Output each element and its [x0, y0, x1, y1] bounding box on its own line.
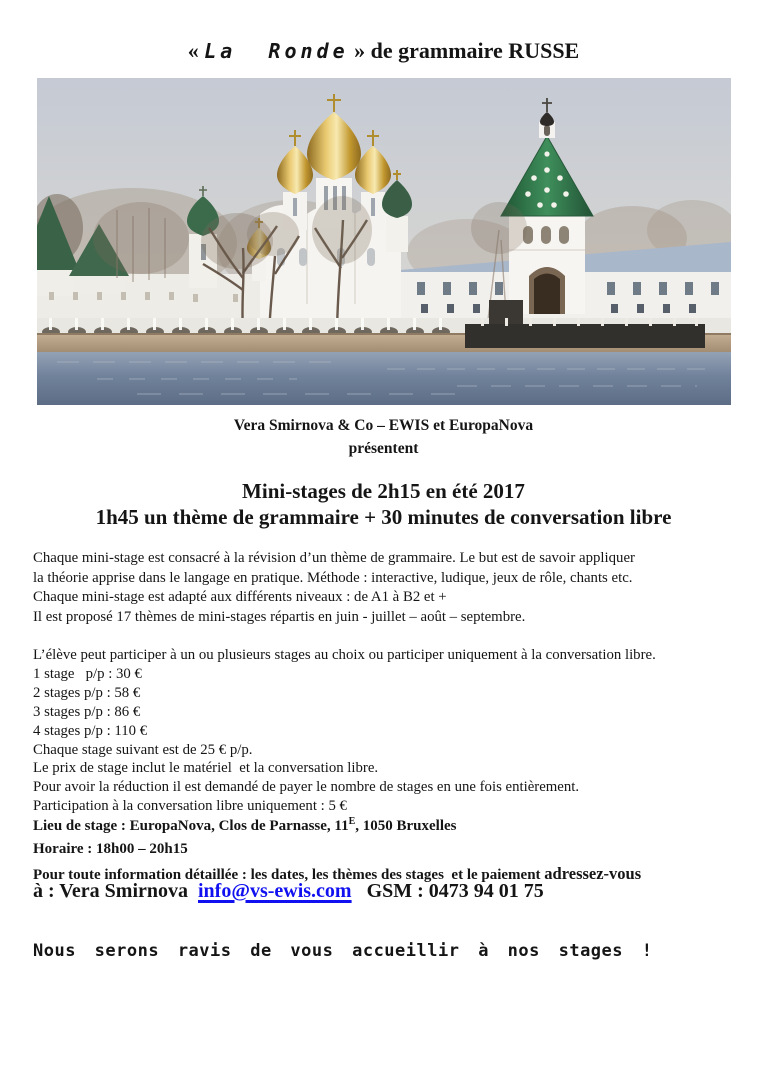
heading-format: 1h45 un thème de grammaire + 30 minutes de conversation libre — [95, 505, 672, 529]
price-note-line: Le prix de stage inclut le matériel et la conversation libre. — [33, 760, 379, 777]
venue-superscript: E — [348, 816, 356, 827]
page-title — [0, 38, 767, 64]
price-line-2-stages: 2 stages p/p : 58 € — [33, 684, 141, 701]
email-link[interactable]: info@vs-ewis.com — [198, 880, 352, 902]
contact-line — [33, 880, 544, 903]
pricing-intro-line: L’élève peut participer à un ou plusieurs stages au choix ou participer uniquement à la conversation libre. — [33, 647, 656, 663]
heading-mini-stages: Mini-stages de 2h15 en été 2017 — [242, 479, 525, 503]
presenter-verb: présentent — [348, 440, 419, 457]
info-text: Pour toute information détaillée : les dates, les thèmes des stages et le paiement — [33, 867, 545, 883]
intro-line: Chaque mini-stage est consacré à la révision d’un thème de grammaire. Le but est de savoir appliquer — [33, 550, 635, 566]
guillemet-open: « — [187, 38, 205, 63]
schedule-line: Horaire : 18h00 – 20h15 — [33, 841, 188, 857]
intro-paragraph — [33, 549, 745, 627]
photo-water — [37, 352, 731, 405]
intro-line: Il est proposé 17 thèmes de mini-stages répartis en juin - juillet – août – septembre. — [33, 608, 526, 625]
presenter-line: Vera Smirnova & Co – EWIS et EuropaNova — [233, 417, 534, 434]
intro-line: la théorie apprise dans le langage en pratique. Méthode : interactive, ludique, jeux de rôle, chants etc. — [33, 569, 633, 586]
venue-text: Lieu de stage : EuropaNova, Clos de Parnasse, 11 — [33, 818, 349, 834]
price-line-4-stages: 4 stages p/p : 110 € — [33, 722, 148, 739]
monastery-photo — [37, 78, 731, 405]
title-rest: de grammaire RUSSE — [370, 38, 580, 63]
price-line-3-stages: 3 stages p/p : 86 € — [33, 703, 141, 720]
price-note-line: Participation à la conversation libre uniquement : 5 € — [33, 798, 347, 815]
slogan-line: Nous serons ravis de vous accueillir à nos stages ! — [33, 941, 653, 961]
pricing-paragraph — [33, 646, 745, 816]
contact-name: à : Vera Smirnova — [33, 880, 198, 902]
venue-text-suffix: , 1050 Bruxelles — [355, 818, 457, 834]
guillemet-close: » — [348, 38, 371, 63]
price-note-line: Chaque stage suivant est de 25 € p/p. — [33, 741, 253, 758]
venue-line — [33, 818, 457, 835]
title-la-ronde: La Ronde — [204, 39, 349, 63]
contact-gsm: GSM : 0473 94 01 75 — [351, 880, 544, 902]
price-line-1-stage: 1 stage p/p : 30 € — [33, 665, 142, 682]
info-emphasis: adressez-vous — [544, 864, 642, 883]
price-note-line: Pour avoir la réduction il est demandé de payer le nombre de stages en une fois entièrement. — [33, 779, 580, 796]
intro-line: Chaque mini-stage est adapté aux différents niveaux : de A1 à B2 et + — [33, 589, 447, 606]
